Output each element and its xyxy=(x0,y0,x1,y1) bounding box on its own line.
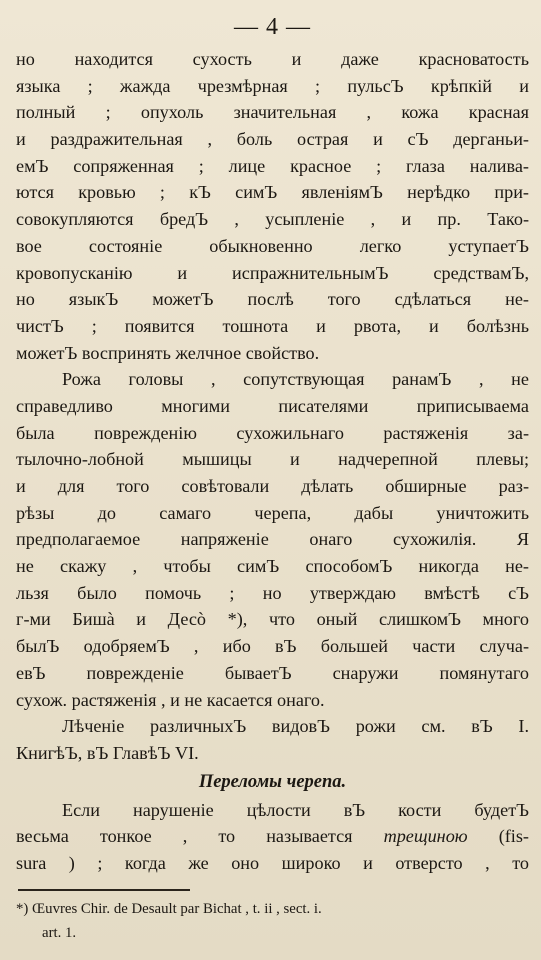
section-heading: Переломы черепа. xyxy=(198,771,347,792)
text-line: рѣзы до самаго черепа, дабы уничтожить xyxy=(16,502,529,523)
text-line: языка ; жажда чрезмѣрная ; пульсЪ крѣпкій и xyxy=(16,75,529,96)
footnote-divider xyxy=(18,889,190,891)
italic-term: трещиною xyxy=(383,826,468,847)
text-line: не скажу , чтобы симЪ способомЪ никогда не- xyxy=(16,556,529,577)
text-line: тылочно-лобной мышицы и надчерепной плевы; xyxy=(16,449,529,470)
footnote xyxy=(16,897,529,945)
text-line: чистЪ ; появится тошнота и рвота, и болѣзнь xyxy=(16,315,529,336)
text-line: но языкЪ можетЪ послѣ того сдѣлаться не- xyxy=(16,289,529,310)
footnote-line: art. 1. xyxy=(42,924,77,941)
footnote-line: *) Œuvres Chir. de Desault par Bichat , t. ii , sect. i. xyxy=(16,900,322,917)
text-fragment: весьма тонкое , то называется xyxy=(16,826,384,847)
text-line xyxy=(16,823,529,850)
text-line: Если нарушеніе цѣлости вЪ кости будетЪ xyxy=(62,799,529,820)
text-line: льзя было помочь ; но утверждаю вмѣстѣ сЪ xyxy=(16,582,529,603)
text-line: предполагаемое напряженіе онаго сухожилія. Я xyxy=(16,529,529,550)
text-line: совокупляются бредЪ , усыпленіе , и пр. Тако- xyxy=(16,209,529,230)
text-line: была поврежденію сухожильнаго растяженія за- xyxy=(16,422,529,443)
page-number: — 4 — xyxy=(234,14,311,40)
text-line: справедливо многими писателями приписываема xyxy=(16,395,529,416)
text-line: КнигѣЪ, вЪ ГлавѣЪ VI. xyxy=(16,742,199,763)
text-line: былЪ одобряемЪ , ибо вЪ большей части случа- xyxy=(16,636,529,657)
text-line: Рожа головы , сопутствующая ранамЪ , не xyxy=(62,369,529,390)
text-line: sura ) ; когда же оно широко и отверсто , то xyxy=(16,852,529,873)
text-line: Лѣченіе различныхЪ видовЪ рожи см. вЪ I. xyxy=(62,716,529,737)
text-line: и раздражительная , боль острая и сЪ дерганьи- xyxy=(16,129,529,150)
text-fragment: (fis- xyxy=(467,826,529,847)
text-line: сухож. растяженія , и не касается онаго. xyxy=(16,689,325,710)
text-line: но находится сухость и даже красноватость xyxy=(16,49,529,69)
text-line: евЪ поврежденіе бываетЪ снаружи помянутаго xyxy=(16,662,529,683)
text-line: можетЪ воспринять желчное свойство. xyxy=(16,342,320,363)
text-line: г-ми Бишà и Десò *), что оный слишкомЪ много xyxy=(16,609,529,630)
text-line: емЪ сопряженная ; лице красное ; глаза налива- xyxy=(16,155,529,176)
text-line: полный ; опухоль значительная , кожа красная xyxy=(16,102,529,123)
text-line: ются кровью ; кЪ симЪ явленіямЪ нерѣдко при- xyxy=(16,182,529,203)
main-text xyxy=(16,46,529,877)
text-line: вое состояніе обыкновенно легко уступаетЪ xyxy=(16,235,529,256)
text-line: кровопусканію и испражнительнымЪ средствамЪ, xyxy=(16,262,529,283)
text-line: и для того совѣтовали дѣлать обширные раз- xyxy=(16,476,529,496)
